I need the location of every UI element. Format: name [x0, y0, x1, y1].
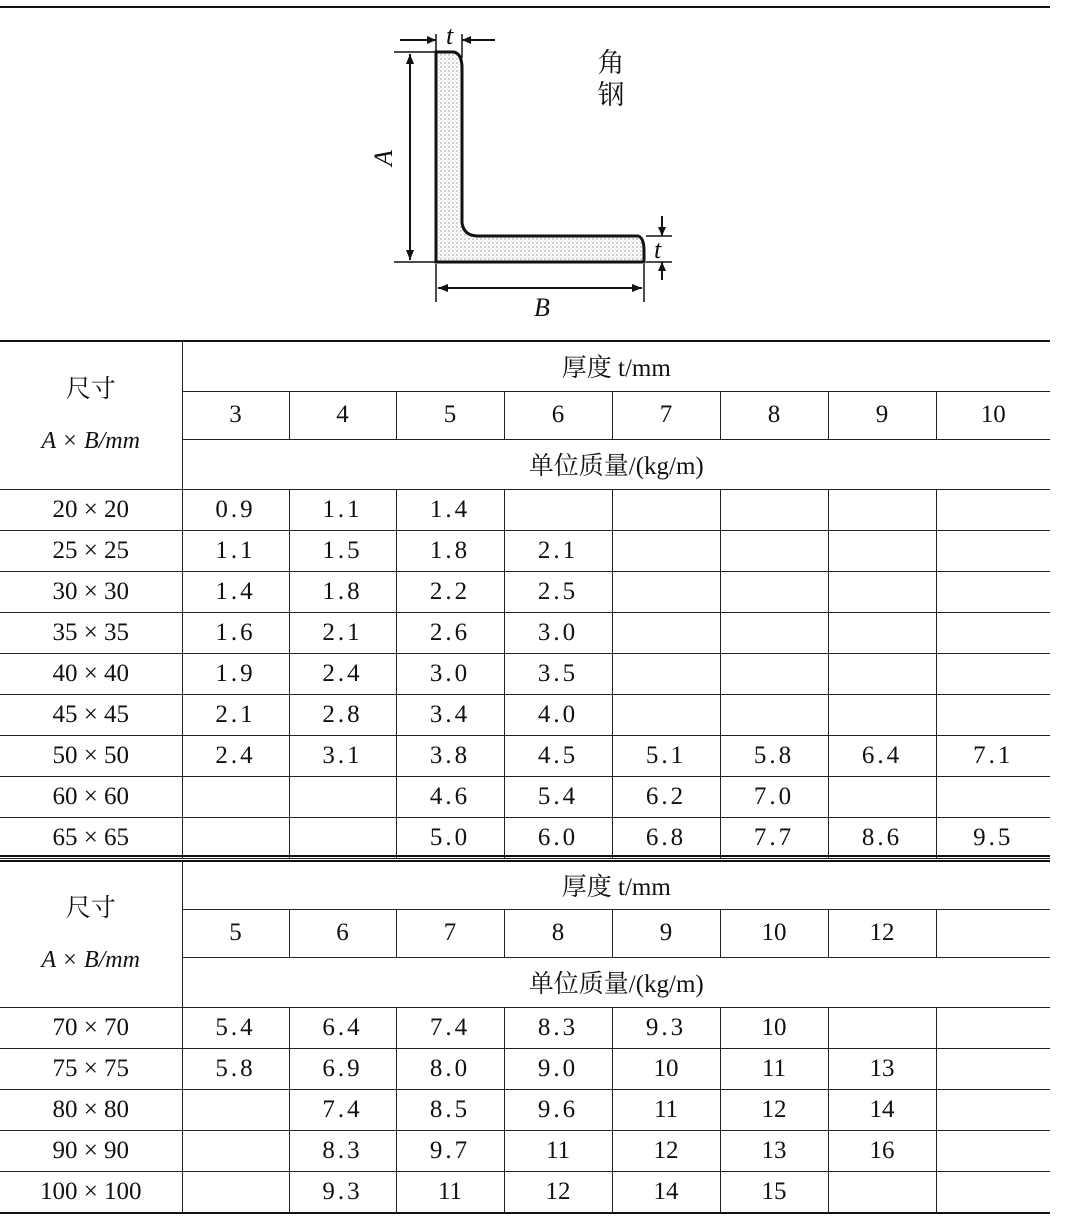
mass-cell: 7.4: [289, 1089, 396, 1130]
thickness-value: 9: [612, 909, 720, 957]
mass-cell: [828, 694, 936, 735]
size-header-cn: 尺寸: [65, 893, 116, 923]
mass-cell: 0.9: [182, 489, 289, 530]
mass-cell: 2.4: [182, 735, 289, 776]
angle-steel-figure: [360, 18, 680, 328]
mass-cell: 9.7: [396, 1130, 504, 1171]
mass-cell: 9.5: [936, 817, 1050, 858]
table-row: [0, 612, 1050, 653]
mass-cell: 5.0: [396, 817, 504, 858]
mass-cell: 4.0: [504, 694, 612, 735]
mass-cell: 11: [504, 1130, 612, 1171]
mass-cell: 1.5: [289, 530, 396, 571]
mass-cell: 9.6: [504, 1089, 612, 1130]
mass-cell: [612, 653, 720, 694]
mass-cell: 8.6: [828, 817, 936, 858]
size-cell: 25 × 25: [0, 530, 182, 571]
mass-cell: [828, 489, 936, 530]
figure-title: [596, 48, 626, 112]
mass-cell: 6.0: [504, 817, 612, 858]
thickness-value: 9: [828, 391, 936, 439]
size-cell: 65 × 65: [0, 817, 182, 858]
top-rule: [0, 6, 1050, 8]
mass-cell: 4.6: [396, 776, 504, 817]
mass-cell: [720, 653, 828, 694]
mass-cell: 2.1: [182, 694, 289, 735]
table-row: [0, 1171, 1050, 1213]
mass-cell: [720, 489, 828, 530]
thickness-value: 6: [289, 909, 396, 957]
mass-cell: 2.4: [289, 653, 396, 694]
mass-cell: 5.4: [504, 776, 612, 817]
mass-cell: 1.1: [289, 489, 396, 530]
mass-cell: 14: [828, 1089, 936, 1130]
table-row: [0, 817, 1050, 858]
mass-cell: 1.9: [182, 653, 289, 694]
mass-cell: 15: [720, 1171, 828, 1213]
mass-cell: 8.3: [289, 1130, 396, 1171]
size-header: [0, 341, 182, 489]
mass-cell: 1.8: [396, 530, 504, 571]
mass-cell: [828, 1007, 936, 1048]
mass-cell: 6.2: [612, 776, 720, 817]
table-row: [0, 571, 1050, 612]
mass-cell: 6.4: [828, 735, 936, 776]
mass-cell: 5.8: [720, 735, 828, 776]
mass-cell: [612, 612, 720, 653]
thickness-value: 5: [396, 391, 504, 439]
mass-cell: 2.5: [504, 571, 612, 612]
table-row: [0, 1089, 1050, 1130]
mass-cell: [182, 1130, 289, 1171]
mass-cell: 3.0: [396, 653, 504, 694]
mass-cell: 2.1: [289, 612, 396, 653]
thickness-value: 4: [289, 391, 396, 439]
mass-cell: [182, 817, 289, 858]
mass-cell: 2.6: [396, 612, 504, 653]
thickness-value: 6: [504, 391, 612, 439]
mass-cell: 3.5: [504, 653, 612, 694]
mass-cell: 8.0: [396, 1048, 504, 1089]
mass-cell: 3.0: [504, 612, 612, 653]
mass-cell: [936, 1007, 1050, 1048]
size-cell: 35 × 35: [0, 612, 182, 653]
mass-cell: 14: [612, 1171, 720, 1213]
thickness-value: [936, 909, 1050, 957]
mass-cell: [936, 489, 1050, 530]
table-row: [0, 694, 1050, 735]
table-row: [0, 653, 1050, 694]
mass-cell: [936, 694, 1050, 735]
table-row: [0, 1130, 1050, 1171]
mass-cell: 2.2: [396, 571, 504, 612]
mass-cell: [936, 1048, 1050, 1089]
mass-cell: 1.4: [182, 571, 289, 612]
mass-cell: 1.1: [182, 530, 289, 571]
mass-cell: [182, 776, 289, 817]
mass-cell: 1.6: [182, 612, 289, 653]
thickness-header: 厚度 t/mm: [182, 341, 1050, 391]
thickness-value: 5: [182, 909, 289, 957]
mass-cell: 11: [720, 1048, 828, 1089]
table-separator: [0, 855, 1050, 857]
mass-cell: 7.0: [720, 776, 828, 817]
table-row: [0, 776, 1050, 817]
thickness-value: 3: [182, 391, 289, 439]
table-row: [0, 735, 1050, 776]
table-row: [0, 530, 1050, 571]
size-cell: 50 × 50: [0, 735, 182, 776]
mass-cell: [936, 1171, 1050, 1213]
mass-cell: 6.9: [289, 1048, 396, 1089]
mass-cell: [612, 571, 720, 612]
mass-cell: 6.4: [289, 1007, 396, 1048]
mass-header: 单位质量/(kg/m): [182, 439, 1050, 489]
size-cell: 100 × 100: [0, 1171, 182, 1213]
size-cell: 20 × 20: [0, 489, 182, 530]
mass-cell: [936, 1089, 1050, 1130]
mass-cell: 11: [396, 1171, 504, 1213]
mass-cell: 16: [828, 1130, 936, 1171]
mass-cell: [936, 653, 1050, 694]
mass-cell: [720, 530, 828, 571]
mass-cell: 10: [612, 1048, 720, 1089]
mass-cell: [504, 489, 612, 530]
thickness-value: 8: [504, 909, 612, 957]
mass-cell: [828, 653, 936, 694]
mass-cell: [828, 571, 936, 612]
mass-cell: [612, 694, 720, 735]
mass-cell: 9.3: [289, 1171, 396, 1213]
mass-cell: 2.1: [504, 530, 612, 571]
size-cell: 60 × 60: [0, 776, 182, 817]
mass-cell: 7.7: [720, 817, 828, 858]
figure-title-line-1: 角: [597, 48, 625, 79]
mass-cell: [936, 776, 1050, 817]
size-cell: 80 × 80: [0, 1089, 182, 1130]
mass-cell: [182, 1171, 289, 1213]
mass-cell: [612, 489, 720, 530]
mass-table-2: [0, 860, 1050, 1214]
dim-b-label: B: [534, 293, 550, 322]
mass-cell: 12: [720, 1089, 828, 1130]
size-cell: 40 × 40: [0, 653, 182, 694]
mass-cell: 8.3: [504, 1007, 612, 1048]
mass-cell: 7.4: [396, 1007, 504, 1048]
size-cell: 45 × 45: [0, 694, 182, 735]
mass-cell: 11: [612, 1089, 720, 1130]
table-row: [0, 1048, 1050, 1089]
mass-cell: 1.8: [289, 571, 396, 612]
mass-cell: 3.1: [289, 735, 396, 776]
thickness-header: 厚度 t/mm: [182, 861, 1050, 909]
dim-a-label: A: [369, 150, 398, 166]
angle-steel-diagram: [360, 18, 680, 328]
size-header: [0, 861, 182, 1007]
mass-cell: 10: [720, 1007, 828, 1048]
size-header-cn: 尺寸: [65, 374, 116, 404]
mass-cell: [936, 612, 1050, 653]
mass-cell: [289, 817, 396, 858]
mass-cell: 8.5: [396, 1089, 504, 1130]
table-row: [0, 489, 1050, 530]
mass-cell: 13: [828, 1048, 936, 1089]
size-header-en: A × B/mm: [41, 428, 140, 455]
mass-cell: 13: [720, 1130, 828, 1171]
mass-cell: [828, 776, 936, 817]
mass-cell: [182, 1089, 289, 1130]
mass-cell: 12: [612, 1130, 720, 1171]
mass-cell: 3.4: [396, 694, 504, 735]
mass-cell: 6.8: [612, 817, 720, 858]
mass-header: 单位质量/(kg/m): [182, 957, 1050, 1007]
mass-cell: 9.3: [612, 1007, 720, 1048]
mass-cell: [612, 530, 720, 571]
mass-cell: 12: [504, 1171, 612, 1213]
mass-cell: [936, 571, 1050, 612]
mass-cell: [828, 612, 936, 653]
dim-t-side-label: t: [654, 235, 662, 264]
mass-cell: [828, 530, 936, 571]
mass-table-1: [0, 340, 1050, 859]
table-row: [0, 1007, 1050, 1048]
size-cell: 30 × 30: [0, 571, 182, 612]
mass-cell: 9.0: [504, 1048, 612, 1089]
mass-cell: 4.5: [504, 735, 612, 776]
thickness-value: 12: [828, 909, 936, 957]
mass-cell: [720, 694, 828, 735]
thickness-value: 10: [936, 391, 1050, 439]
size-header-en: A × B/mm: [41, 947, 140, 974]
mass-cell: 1.4: [396, 489, 504, 530]
mass-cell: 5.4: [182, 1007, 289, 1048]
mass-cell: 5.1: [612, 735, 720, 776]
size-cell: 90 × 90: [0, 1130, 182, 1171]
mass-cell: 2.8: [289, 694, 396, 735]
mass-cell: [720, 571, 828, 612]
thickness-value: 8: [720, 391, 828, 439]
thickness-value: 10: [720, 909, 828, 957]
figure-title-line-2: 钢: [597, 80, 625, 111]
mass-cell: [936, 1130, 1050, 1171]
mass-cell: [828, 1171, 936, 1213]
dim-t-top-label: t: [446, 21, 454, 50]
thickness-value: 7: [612, 391, 720, 439]
mass-cell: [289, 776, 396, 817]
mass-cell: 3.8: [396, 735, 504, 776]
size-cell: 75 × 75: [0, 1048, 182, 1089]
mass-cell: 7.1: [936, 735, 1050, 776]
size-cell: 70 × 70: [0, 1007, 182, 1048]
mass-cell: 5.8: [182, 1048, 289, 1089]
mass-cell: [720, 612, 828, 653]
thickness-value: 7: [396, 909, 504, 957]
mass-cell: [936, 530, 1050, 571]
